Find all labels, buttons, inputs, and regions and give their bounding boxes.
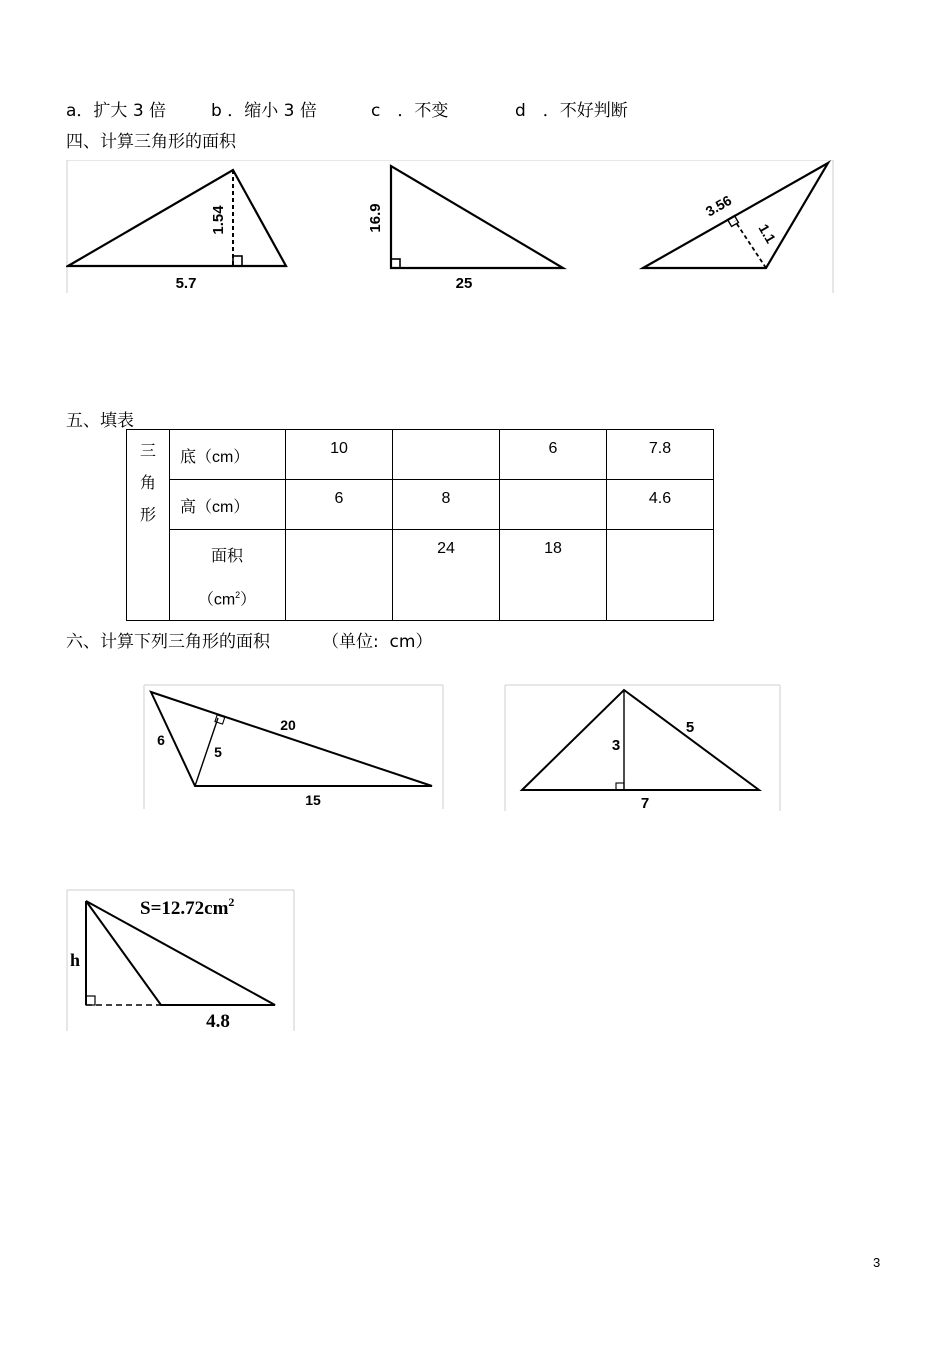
area-unit-sup: 2: [235, 590, 241, 600]
table-cell[interactable]: [393, 430, 500, 480]
row-head-area: [170, 530, 286, 621]
section4-figure-strip: [66, 160, 836, 295]
triangle-figure-1: [68, 170, 286, 292]
fig5-base-label: 7: [640, 795, 650, 812]
fig6-area-label: [140, 895, 234, 919]
table-cell: 24: [393, 530, 500, 621]
table-cell: 18: [500, 530, 607, 621]
fig4-height-label: 5: [214, 744, 222, 760]
triangle-figure-3: [643, 163, 828, 268]
table-side-label: [127, 430, 170, 621]
table-cell: 6: [500, 430, 607, 480]
table-cell[interactable]: [500, 480, 607, 530]
side-char: 形: [139, 507, 156, 524]
fig2-base-label: 25: [455, 275, 473, 292]
section6-figure-1: [143, 684, 445, 810]
triangle-figure-5: [504, 684, 782, 812]
section6-figure-3: [66, 889, 296, 1032]
row-head-base: 底（cm）: [170, 430, 286, 480]
table-cell[interactable]: [286, 530, 393, 621]
option-a: a．扩大 3 倍: [66, 101, 167, 121]
table-row: [127, 530, 714, 621]
fig2-leg-label: 16.9: [367, 203, 384, 233]
row-head-height: 高（cm）: [170, 480, 286, 530]
fig4-long-side-label: 20: [280, 717, 296, 733]
table-cell: 7.8: [607, 430, 714, 480]
fig6-area-text: S=12.72cm: [140, 898, 229, 919]
table-cell: 10: [286, 430, 393, 480]
table-row: [127, 430, 714, 480]
fig6-height-label: h: [70, 950, 81, 970]
side-char: 三: [139, 443, 156, 460]
page-number: 3: [873, 1255, 881, 1270]
option-d: d ．不好判断: [515, 101, 628, 121]
fig1-height-label: 1.54: [210, 205, 227, 235]
table-cell: 6: [286, 480, 393, 530]
section6-title: 六、计算下列三角形的面积: [66, 632, 270, 652]
triangle-figure-6: [66, 889, 296, 1032]
side-char: 角: [139, 475, 156, 492]
fig6-base-label: 4.8: [206, 1011, 230, 1032]
option-c: c ．不变: [371, 101, 449, 121]
fig1-base-label: 5.7: [175, 275, 197, 292]
triangle-figure-2: [367, 166, 563, 292]
fig3-side-label: 3.56: [702, 191, 735, 220]
table-cell: 4.6: [607, 480, 714, 530]
option-b: b ．缩小 3 倍: [211, 101, 317, 121]
section4-title: 四、计算三角形的面积: [66, 132, 236, 152]
section6-figure-2: [504, 684, 782, 812]
fig4-base-label: 15: [305, 792, 321, 808]
area-unit-close: ）: [240, 591, 257, 609]
fill-in-table: [126, 429, 714, 621]
area-label: 面积: [210, 548, 243, 565]
fig3-height-label: 1.1: [755, 221, 780, 246]
table-cell[interactable]: [607, 530, 714, 621]
section6-unit: （单位: cm）: [322, 632, 433, 652]
fig6-area-sup: 2: [228, 895, 235, 909]
fig5-height-label: 3: [611, 737, 621, 754]
section4-figures: [66, 160, 836, 295]
area-unit: [170, 576, 284, 619]
table-row: [127, 480, 714, 530]
section5-title: 五、填表: [66, 411, 134, 431]
fig5-side-label: 5: [685, 719, 695, 736]
fig4-side-label: 6: [157, 732, 165, 748]
area-unit-text: （cm: [197, 591, 236, 609]
table-cell: 8: [393, 480, 500, 530]
triangle-figure-4: [143, 684, 445, 810]
